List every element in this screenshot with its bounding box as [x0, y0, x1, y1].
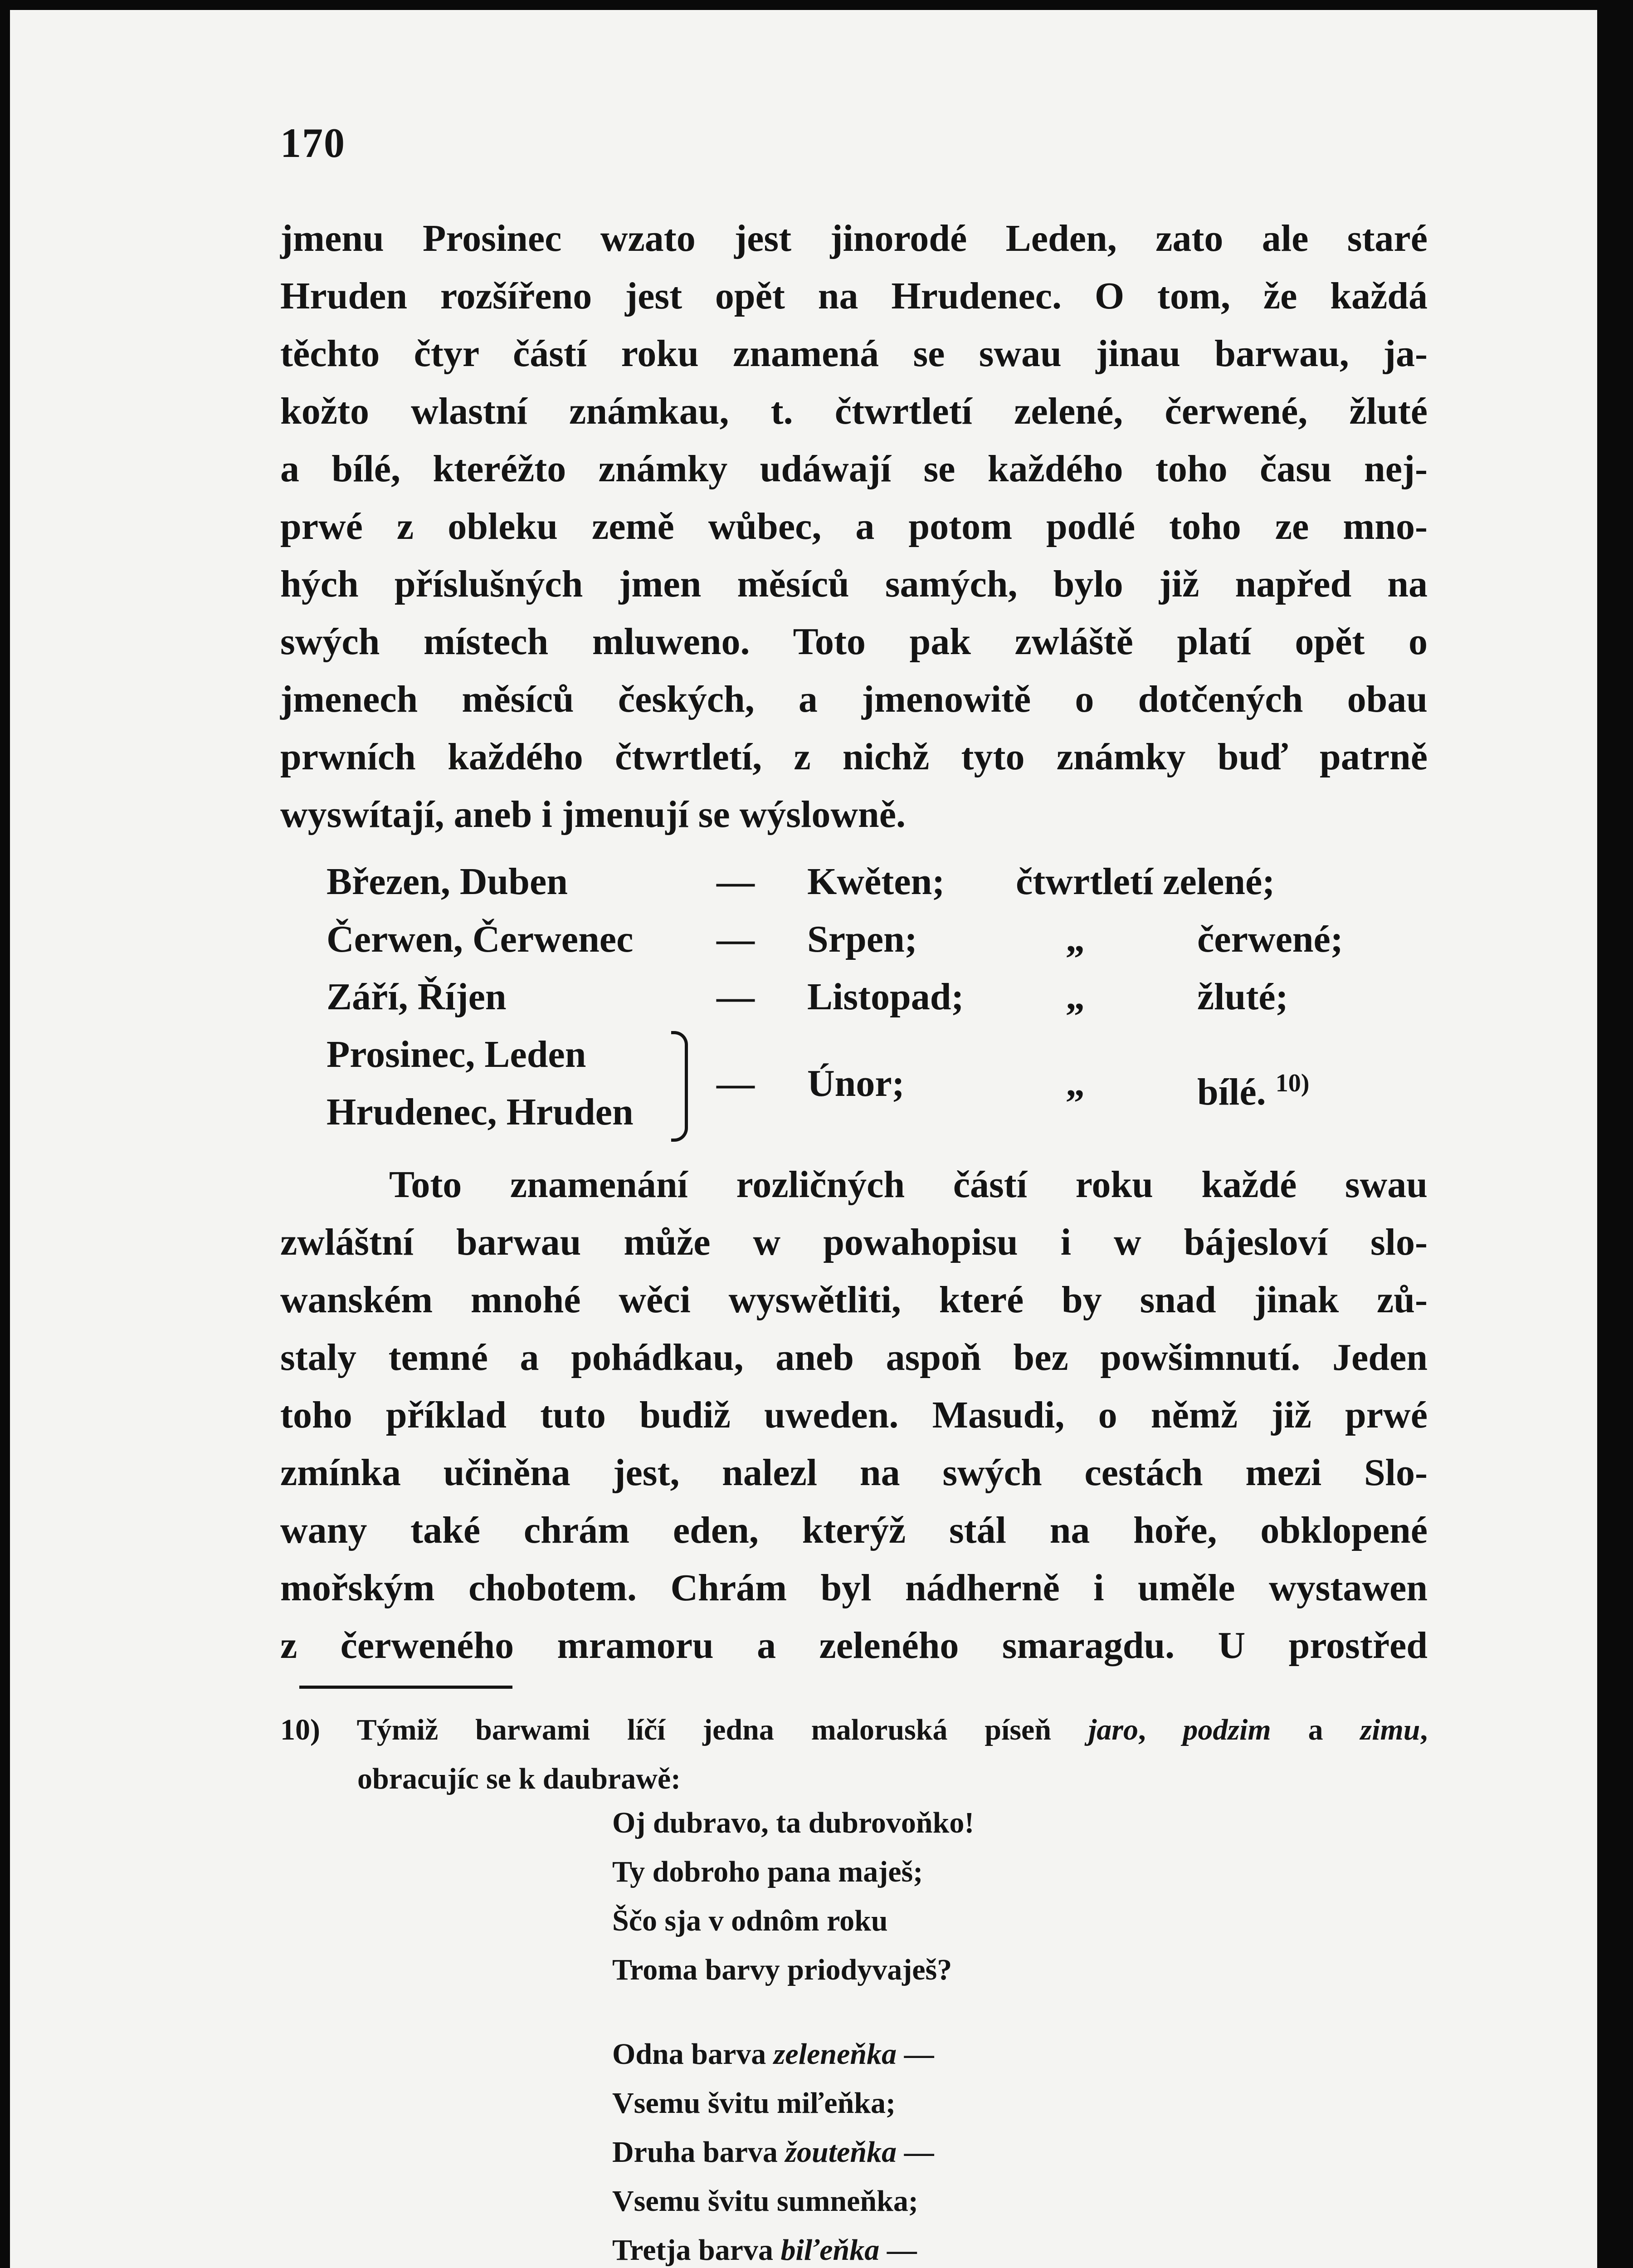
color-cell: žluté;	[1197, 976, 1288, 1018]
text-line: zwláštní barwau může w powahopisu i w bájesloví slo-	[280, 1221, 1428, 1263]
verse-line: Ty dobroho pana maješ;	[612, 1855, 923, 1888]
text-line: prwé z obleku země wůbec, a potom podlé toho ze mno-	[280, 505, 1428, 547]
ditto-cell: „	[1066, 976, 1085, 1018]
verse-line	[612, 2030, 934, 2079]
footnote-ref: 10)	[1275, 1069, 1310, 1097]
ditto-cell: „	[1066, 1062, 1085, 1105]
text-line: wyswítají, aneb i jmenují se wýslowně.	[280, 793, 906, 836]
verse-stanza-1	[612, 1799, 974, 1994]
text-line: wanském mnohé wěci wyswětliti, které by snad jinak zů-	[280, 1279, 1428, 1321]
verse-line: Ščo sja v odnôm roku	[612, 1904, 888, 1937]
footnote-line: obracujíc se k daubrawě:	[357, 1762, 681, 1795]
months-cell: Prosinec, Leden	[327, 1033, 586, 1075]
verse-italic: zeleneňka	[773, 2038, 897, 2071]
text-line: mořským chobotem. Chrám byl nádherně i uměle wystawen	[280, 1567, 1428, 1609]
page-number: 170	[280, 120, 346, 166]
color-text: bílé.	[1197, 1071, 1266, 1113]
text-line: zmínka učiněna jest, nalezl na swých cestách mezi Slo-	[280, 1452, 1428, 1494]
text-line: toho příklad tuto budiž uweden. Masudi, o němž již prwé	[280, 1394, 1428, 1436]
table-row	[327, 910, 1428, 968]
punct: ,	[1138, 1713, 1146, 1746]
verse-line	[612, 2128, 934, 2177]
seasons-table	[327, 853, 1428, 1141]
ditto-cell: „	[1066, 918, 1085, 960]
verse-text: Vsemu švitu sumneňka;	[612, 2185, 918, 2218]
table-row	[327, 968, 1428, 1026]
text-line: Toto znamenání rozličných částí roku každé swau	[389, 1163, 1428, 1206]
dash-cell: —	[717, 1062, 755, 1105]
text-line: wany také chrám eden, kterýž stál na hoře, obklopené	[280, 1509, 1428, 1551]
month-cell: Listopad;	[807, 976, 964, 1018]
verse-line: Oj dubravo, ta dubrovoňko!	[612, 1806, 975, 1839]
dash-cell: —	[717, 860, 755, 903]
punct: ,	[1420, 1713, 1428, 1746]
text-line: z čerweného mramoru a zeleného smaragdu. U prostřed	[280, 1624, 1428, 1667]
footnote	[280, 1706, 1428, 1804]
color-cell: čerwené;	[1197, 918, 1343, 960]
table-row	[327, 853, 1428, 910]
verse-stanza-2	[612, 2030, 934, 2268]
paragraph-2	[280, 1156, 1428, 1674]
verse-text: Tretja barva	[612, 2234, 781, 2267]
verse-text: —	[879, 2234, 917, 2267]
text-line: hých příslušných jmen měsíců samých, bylo již napřed na	[280, 563, 1428, 605]
month-cell: Kwěten;	[807, 860, 945, 903]
dash-cell: —	[717, 918, 755, 960]
word-zimu: zimu	[1360, 1713, 1420, 1746]
verse-line	[612, 2079, 934, 2128]
verse-line	[612, 2226, 934, 2268]
month-cell: Únor;	[807, 1062, 905, 1105]
verse-text: —	[897, 2038, 934, 2071]
verse-italic: žouteňka	[785, 2136, 897, 2169]
brace-bracket	[671, 1031, 688, 1142]
footnote-divider	[299, 1686, 512, 1689]
text-line: jmenu Prosinec wzato jest jinorodé Leden, zato ale staré	[280, 217, 1428, 259]
color-cell	[1197, 1055, 1309, 1121]
paragraph-1	[280, 210, 1428, 843]
text-line: staly temné a pohádkau, aneb aspoň bez powšimnutí. Jeden	[280, 1336, 1428, 1378]
color-cell: čtwrtletí zelené;	[1016, 860, 1275, 903]
dash-cell: —	[717, 976, 755, 1018]
verse-text: Druha barva	[612, 2136, 785, 2169]
word-podzim: podzim	[1183, 1713, 1271, 1746]
table-row-brace	[327, 1026, 1428, 1141]
footnote-text: Týmiž barwami líčí jedna maloruská píseň	[356, 1713, 1052, 1746]
months-cell: Září, Říjen	[327, 976, 507, 1018]
verse-text: Vsemu švitu miľeňka;	[612, 2087, 896, 2120]
text-line: těchto čtyr částí roku znamená se swau jinau barwau, ja-	[280, 332, 1428, 375]
footnote-text: a	[1308, 1713, 1323, 1746]
footnote-first-line	[280, 1706, 1428, 1755]
footnote-number: 10)	[280, 1713, 320, 1746]
text-line: kožto wlastní známkau, t. čtwrtletí zelené, čerwené, žluté	[280, 390, 1428, 432]
verse-italic: biľeňka	[780, 2234, 880, 2267]
text-line: jmenech měsíců českých, a jmenowitě o dotčených obau	[280, 678, 1428, 720]
months-cell: Čerwen, Čerwenec	[327, 918, 634, 960]
text-line: Hruden rozšířeno jest opět na Hrudenec. O tom, že každá	[280, 275, 1428, 317]
verse-line: Troma barvy priodyvaješ?	[612, 1953, 952, 1986]
months-cell: Hrudenec, Hruden	[327, 1091, 634, 1133]
month-cell: Srpen;	[807, 918, 917, 960]
verse-text: —	[897, 2136, 934, 2169]
months-cell: Březen, Duben	[327, 860, 568, 903]
verse-text: Odna barva	[612, 2038, 774, 2071]
word-jaro: jaro	[1088, 1713, 1138, 1746]
verse-line	[612, 2177, 934, 2226]
text-line: a bílé, kteréžto známky udáwají se každého toho času nej-	[280, 448, 1428, 490]
text-line: prwních každého čtwrtletí, z nichž tyto známky buď patrně	[280, 736, 1428, 778]
text-line: swých místech mluweno. Toto pak zwláště platí opět o	[280, 621, 1428, 663]
